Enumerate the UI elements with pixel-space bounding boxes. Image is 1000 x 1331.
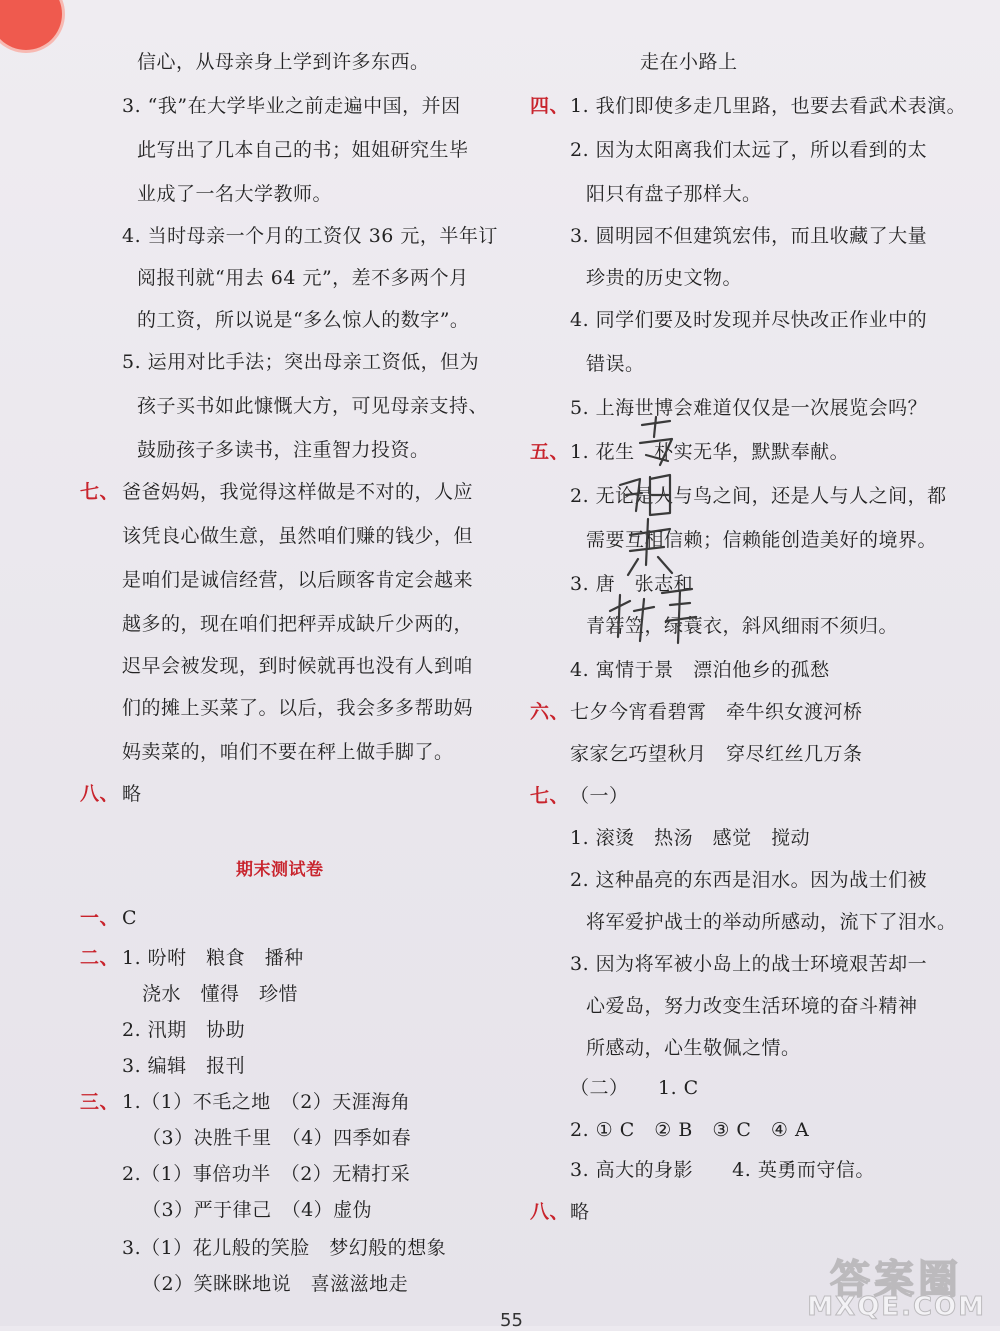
text-line: 是咱们是诚信经营，以后顾客肯定会越来 <box>122 569 474 591</box>
text-line: 妈卖菜的，咱们不要在秤上做手脚了。 <box>122 741 454 763</box>
section-marker: 七、 <box>80 481 120 503</box>
text-line: 5. 运用对比手法；突出母亲工资低，但为 <box>122 351 480 373</box>
text-line: 2. 汛期 协助 <box>122 1019 246 1041</box>
section-marker: 三、 <box>80 1091 120 1113</box>
text-line: 迟早会被发现，到时候就再也没有人到咱 <box>122 655 474 677</box>
text-line: 1.（1）不毛之地 （2）天涯海角 <box>122 1091 411 1113</box>
section-marker: 六、 <box>530 701 570 723</box>
text-line: 信心，从母亲身上学到许多东西。 <box>137 51 430 73</box>
text-line: 错误。 <box>586 353 645 375</box>
watermark-logo-text: 答案圈 <box>830 1257 962 1303</box>
text-line: 1. 花生 朴实无华，默默奉献。 <box>570 441 850 463</box>
text-line: 越多的，现在咱们把秤弄成缺斤少两的， <box>122 613 474 635</box>
watermark <box>742 1242 992 1322</box>
text-line: 需要互相信赖；信赖能创造美好的境界。 <box>586 529 938 551</box>
text-line: 的工资，所以说是“多么惊人的数字”。 <box>137 309 470 331</box>
text-line: 2. ① C ② B ③ C ④ A <box>570 1119 810 1141</box>
section-marker: 一、 <box>80 907 120 929</box>
text-line: 4. 寓情于景 漂泊他乡的孤愁 <box>570 659 830 681</box>
text-line: 业成了一名大学教师。 <box>137 183 333 205</box>
text-line: 3.（1）花儿般的笑脸 梦幻般的想象 <box>122 1237 447 1259</box>
text-line: （3）决胜千里 （4）四季如春 <box>142 1127 412 1149</box>
text-line: 略 <box>122 783 142 805</box>
watermark-url: MXQE.COM <box>807 1292 986 1322</box>
text-line: 家家乞巧望秋月 穿尽红丝几万条 <box>570 743 863 765</box>
text-line: 1. 滚烫 热汤 感觉 搅动 <box>570 827 811 849</box>
text-line: 七夕今宵看碧霄 牵牛织女渡河桥 <box>570 701 863 723</box>
text-line: 3. 圆明园不但建筑宏伟，而且收藏了大量 <box>570 225 928 247</box>
handwriting-marks <box>600 415 710 645</box>
text-line: 浇水 懂得 珍惜 <box>142 983 299 1005</box>
text-line: 心爱岛，努力改变生活环境的奋斗精神 <box>586 995 918 1017</box>
section-marker: 八、 <box>80 783 120 805</box>
text-line: 2. 这种晶亮的东西是泪水。因为战士们被 <box>570 869 928 891</box>
text-line: C <box>122 907 138 929</box>
text-line: 2. 无论是人与鸟之间，还是人与人之间，都 <box>570 485 947 507</box>
section-marker: 七、 <box>530 785 570 807</box>
text-line: 2. 因为太阳离我们太远了，所以看到的太 <box>570 139 928 161</box>
text-line: 走在小路上 <box>640 51 738 73</box>
text-line: （2）笑眯眯地说 喜滋滋地走 <box>142 1273 409 1295</box>
text-line: 3. 高大的身影 4. 英勇而守信。 <box>570 1159 875 1181</box>
exam-title: 期末测试卷 <box>236 860 324 880</box>
text-line: 3. 唐 张志和 <box>570 573 694 595</box>
text-line: 该凭良心做生意，虽然咱们赚的钱少，但 <box>122 525 474 547</box>
text-line: 1. 吩咐 粮食 播种 <box>122 947 304 969</box>
text-line: （一） <box>570 785 629 807</box>
text-line: 1. 我们即使多走几里路，也要去看武术表演。 <box>570 95 967 117</box>
text-line: 4. 当时母亲一个月的工资仅 36 元，半年订 <box>122 225 498 247</box>
text-line: 5. 上海世博会难道仅仅是一次展览会吗？ <box>570 397 928 419</box>
text-line: 2.（1）事倍功半 （2）无精打采 <box>122 1163 411 1185</box>
text-line: 4. 同学们要及时发现并尽快改正作业中的 <box>570 309 928 331</box>
text-line: 略 <box>570 1201 590 1223</box>
text-line: 3. “我”在大学毕业之前走遍中国，并因 <box>122 95 461 117</box>
text-line: 爸爸妈妈，我觉得这样做是不对的，人应 <box>122 481 474 503</box>
text-line: （二） 1. C <box>570 1077 699 1099</box>
text-line: 所感动，心生敬佩之情。 <box>586 1037 801 1059</box>
text-line: 阳只有盘子那样大。 <box>586 183 762 205</box>
text-line: 珍贵的历史文物。 <box>586 267 743 289</box>
section-marker: 五、 <box>530 441 570 463</box>
text-line: 孩子买书如此慷慨大方，可见母亲支持、 <box>137 395 489 417</box>
section-marker: 二、 <box>80 947 120 969</box>
text-line: 们的摊上买菜了。以后，我会多多帮助妈 <box>122 697 474 719</box>
text-line: 3. 编辑 报刊 <box>122 1055 246 1077</box>
corner-decoration <box>0 0 62 50</box>
section-marker: 四、 <box>530 95 570 117</box>
page-number: 55 <box>500 1310 523 1331</box>
text-line: 此写出了几本自己的书；姐姐研究生毕 <box>137 139 469 161</box>
text-line: 将军爱护战士的举动所感动，流下了泪水。 <box>586 911 957 933</box>
text-line: 青箬笠，绿蓑衣，斜风细雨不须归。 <box>586 615 899 637</box>
text-line: （3）严于律己 （4）虚伪 <box>142 1199 373 1221</box>
text-line: 鼓励孩子多读书，注重智力投资。 <box>137 439 430 461</box>
section-marker: 八、 <box>530 1201 570 1223</box>
text-line: 阅报刊就“用去 64 元”，差不多两个月 <box>137 267 469 289</box>
text-line: 3. 因为将军被小岛上的战士环境艰苦却一 <box>570 953 928 975</box>
